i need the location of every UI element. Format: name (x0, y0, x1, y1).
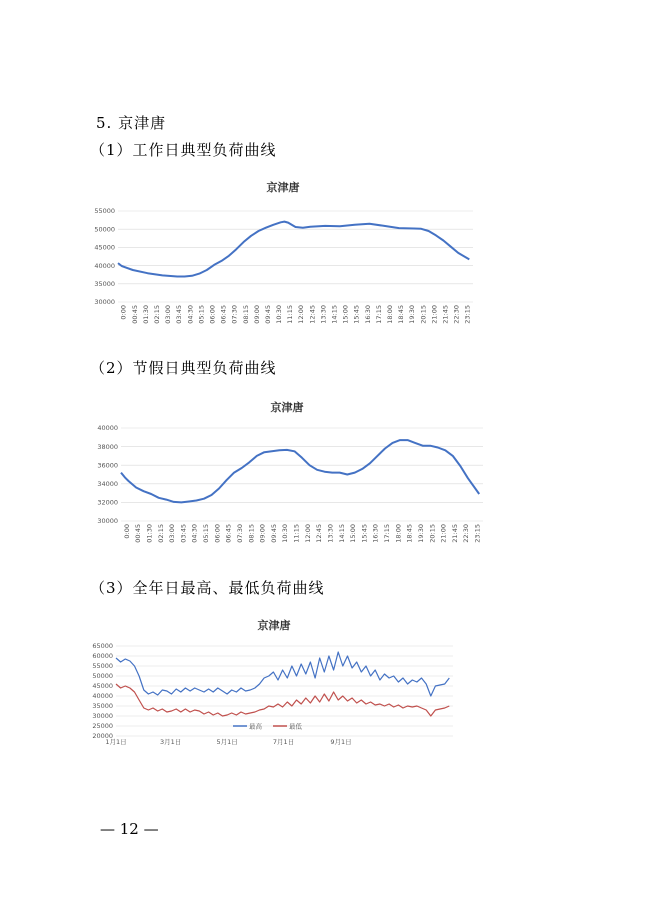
y-tick-label: 30000 (92, 712, 113, 721)
x-tick-label: 9月1日 (330, 738, 352, 746)
x-tick-label: 02:15 (156, 524, 165, 543)
holiday-load-chart (88, 393, 486, 555)
holiday-load-chart-svg (88, 393, 486, 555)
y-tick-label: 50000 (92, 672, 113, 681)
x-tick-label: 13:30 (326, 524, 335, 543)
x-tick-label: 17:15 (374, 305, 383, 324)
x-tick-label: 20:15 (428, 524, 437, 543)
x-tick-label: 20:15 (419, 305, 428, 324)
x-tick-label: 08:15 (247, 524, 256, 543)
y-tick-label: 36000 (97, 461, 118, 470)
x-tick-label: 05:15 (202, 524, 211, 543)
x-tick-label: 01:30 (141, 305, 150, 324)
x-tick-label: 01:30 (145, 524, 154, 543)
x-tick-label: 12:00 (303, 524, 312, 543)
y-tick-label: 60000 (92, 652, 113, 661)
x-tick-label: 19:30 (408, 305, 417, 324)
subsection-heading-1: （1）工作日典型负荷曲线 (90, 141, 277, 159)
x-tick-label: 23:15 (473, 524, 482, 543)
x-tick-label: 18:00 (385, 305, 394, 324)
x-tick-label: 15:00 (349, 524, 358, 543)
series-line-1 (118, 222, 469, 277)
x-tick-label: 22:30 (452, 305, 461, 324)
x-tick-label: 21:45 (441, 305, 450, 324)
x-tick-label: 18:45 (405, 524, 414, 543)
x-tick-label: 0:00 (122, 524, 131, 539)
x-tick-label: 00:45 (134, 524, 143, 543)
x-tick-label: 02:15 (153, 305, 162, 324)
subsection-heading-2: （2）节假日典型负荷曲线 (90, 359, 277, 377)
x-tick-label: 11:15 (292, 524, 301, 543)
x-tick-label: 03:00 (164, 305, 173, 324)
x-tick-label: 11:15 (286, 305, 295, 324)
x-tick-label: 06:45 (224, 524, 233, 543)
y-tick-label: 45000 (94, 243, 115, 252)
x-tick-label: 06:00 (208, 305, 217, 324)
y-tick-label: 40000 (97, 424, 118, 433)
chart-title: 京津唐 (270, 401, 304, 414)
x-tick-label: 21:00 (430, 305, 439, 324)
x-tick-label: 04:30 (186, 305, 195, 324)
x-tick-label: 07:30 (235, 524, 244, 543)
x-tick-label: 5月1日 (216, 738, 238, 746)
x-tick-label: 12:00 (297, 305, 306, 324)
x-tick-label: 12:45 (308, 305, 317, 324)
x-tick-label: 10:30 (281, 524, 290, 543)
y-tick-label: 30000 (97, 517, 118, 526)
x-tick-label: 10:30 (275, 305, 284, 324)
chart-title: 京津唐 (266, 181, 300, 194)
y-tick-label: 38000 (97, 442, 118, 451)
x-tick-label: 1月1日 (105, 738, 127, 746)
workday-load-chart-svg (88, 176, 478, 340)
y-tick-label: 32000 (97, 498, 118, 507)
annual-max-min-load-chart-svg (88, 612, 460, 770)
y-tick-label: 30000 (94, 298, 115, 307)
x-tick-label: 22:30 (462, 524, 471, 543)
x-tick-label: 03:00 (168, 524, 177, 543)
x-tick-label: 06:00 (213, 524, 222, 543)
y-tick-label: 35000 (94, 280, 115, 288)
x-tick-label: 12:45 (315, 524, 324, 543)
y-tick-label: 34000 (97, 480, 118, 488)
series-line-1 (121, 440, 479, 502)
y-tick-label: 40000 (94, 261, 115, 270)
x-tick-label: 16:30 (363, 305, 372, 324)
y-tick-label: 65000 (92, 642, 113, 651)
x-tick-label: 07:30 (230, 305, 239, 324)
x-tick-label: 09:45 (263, 305, 272, 324)
x-tick-label: 19:30 (416, 524, 425, 543)
x-tick-label: 03:45 (179, 524, 188, 543)
x-tick-label: 09:00 (258, 524, 267, 543)
x-tick-label: 08:15 (241, 305, 250, 324)
x-tick-label: 18:45 (397, 305, 406, 324)
subsection-heading-3: （3）全年日最高、最低负荷曲线 (90, 579, 325, 597)
x-tick-label: 05:15 (197, 305, 206, 324)
x-tick-label: 09:00 (252, 305, 261, 324)
annual-max-min-load-chart (88, 612, 460, 770)
section-title: 5. 京津唐 (96, 114, 167, 132)
y-tick-label: 55000 (92, 662, 113, 671)
legend-label: 最低 (289, 722, 302, 731)
x-tick-label: 23:15 (463, 305, 472, 324)
x-tick-label: 06:45 (219, 305, 228, 324)
x-tick-label: 21:45 (450, 524, 459, 543)
x-tick-label: 15:00 (341, 305, 350, 324)
x-tick-label: 13:30 (319, 305, 328, 324)
x-tick-label: 18:00 (394, 524, 403, 543)
x-tick-label: 03:45 (175, 305, 184, 324)
y-tick-label: 25000 (92, 722, 113, 731)
y-tick-label: 40000 (92, 692, 113, 701)
workday-load-chart (88, 176, 478, 340)
x-tick-label: 14:15 (330, 305, 339, 324)
y-tick-label: 45000 (92, 682, 113, 691)
x-tick-label: 15:45 (360, 524, 369, 543)
x-tick-label: 14:15 (337, 524, 346, 543)
x-tick-label: 3月1日 (159, 738, 182, 746)
x-tick-label: 16:30 (371, 524, 380, 543)
chart-title: 京津唐 (257, 619, 291, 632)
x-tick-label: 09:45 (269, 524, 278, 543)
y-tick-label: 50000 (94, 225, 115, 234)
y-tick-label: 35000 (92, 702, 113, 711)
y-tick-label: 20000 (92, 732, 113, 741)
series-line-2 (116, 684, 449, 716)
x-tick-label: 04:30 (190, 524, 199, 543)
series-line-1 (116, 652, 449, 696)
x-tick-label: 7月1日 (272, 738, 295, 746)
page-number: — 12 — (100, 820, 159, 838)
x-tick-label: 15:45 (352, 305, 361, 324)
x-tick-label: 00:45 (130, 305, 139, 324)
x-tick-label: 21:00 (439, 524, 448, 543)
legend-label: 最高 (249, 722, 262, 731)
y-tick-label: 55000 (94, 207, 115, 216)
x-tick-label: 0:00 (119, 305, 128, 320)
x-tick-label: 17:15 (383, 524, 392, 543)
